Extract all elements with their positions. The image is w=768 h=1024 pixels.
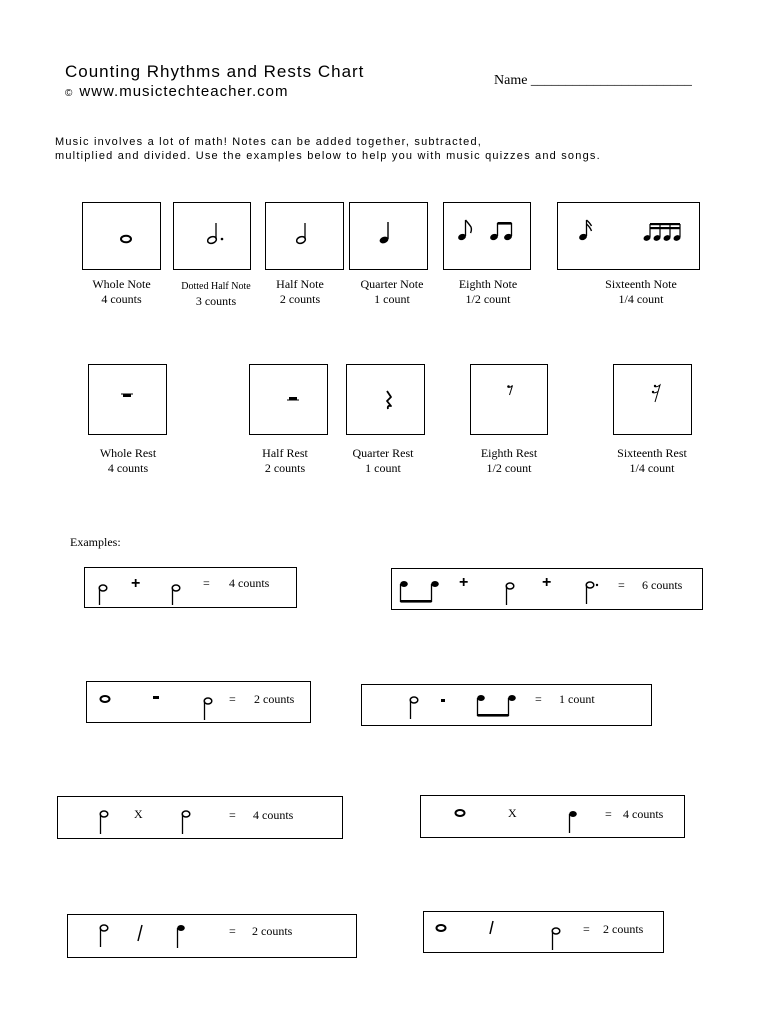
examples-label: Examples:: [70, 535, 121, 549]
page-title: Counting Rhythms and Rests Chart: [65, 62, 365, 81]
whole-note-caption: Whole Note 4 counts: [92, 277, 151, 306]
eighth-rest-caption: Eighth Rest 1/2 count: [480, 446, 538, 475]
quarter-rest-box: [346, 364, 425, 435]
equals-sign: =: [535, 692, 542, 706]
equals-sign: =: [583, 922, 590, 936]
example-result: 2 counts: [603, 922, 644, 936]
example-box: [86, 681, 311, 723]
whole-rest-box: [88, 364, 167, 435]
plus-sign: +: [459, 574, 469, 591]
half-rest-box: [249, 364, 328, 435]
plus-sign: +: [542, 574, 552, 591]
example-box: [361, 684, 652, 726]
example-box: [420, 795, 685, 838]
example-box: [57, 796, 343, 839]
eighth-note-box: [443, 202, 531, 270]
half-note-box: [265, 202, 344, 270]
half-rest-icon: [250, 365, 327, 434]
eighth-note-caption: Eighth Note 1/2 count: [458, 277, 518, 306]
quarter-note-icon: [350, 203, 427, 269]
times-sign: X: [508, 806, 517, 820]
half-note-icon: [58, 797, 342, 838]
dotted-half-note-caption: Dotted Half Note 3 counts: [181, 281, 251, 308]
sixteenth-rest-box: [613, 364, 692, 435]
whole-note-icon: [83, 203, 160, 269]
note-sequence-icon: [362, 685, 651, 725]
plus-sign: +: [131, 575, 141, 592]
equals-sign: =: [229, 808, 236, 822]
example-result: 2 counts: [254, 692, 295, 706]
example-result: 4 counts: [253, 808, 294, 822]
example-box: [423, 911, 664, 953]
dotted-half-note-box: [173, 202, 251, 270]
intro-text: [55, 135, 601, 163]
example-result: 1 count: [559, 692, 595, 706]
eighth-notes-icon: [444, 203, 530, 269]
dotted-half-note-icon: [174, 203, 250, 269]
equals-sign: =: [229, 924, 236, 938]
eighth-rest-icon: [471, 365, 547, 434]
whole-rest-caption: Whole Rest 4 counts: [99, 446, 157, 475]
sixteenth-rest-icon: [614, 365, 691, 434]
quarter-rest-caption: Quarter Rest 1 count: [352, 446, 414, 475]
equals-sign: =: [605, 807, 612, 821]
website-url: www.musictechteacher.com: [79, 83, 289, 100]
copyright-symbol: ©: [65, 88, 74, 99]
example-box: [84, 567, 297, 608]
equals-sign: =: [203, 576, 210, 590]
intro-line-1: Music involves a lot of math! Notes can be added together, subtracted,: [55, 136, 483, 148]
sixteenth-rest-caption: Sixteenth Rest 1/4 count: [617, 446, 687, 475]
equals-sign: =: [618, 578, 625, 592]
half-rest-caption: Half Rest 2 counts: [262, 446, 308, 475]
times-sign: X: [134, 807, 143, 821]
example-result: 4 counts: [623, 807, 664, 821]
half-note-caption: Half Note 2 counts: [276, 277, 324, 306]
note-sequence-icon: [68, 915, 356, 957]
website-line: [65, 83, 288, 100]
whole-rest-icon: [89, 365, 166, 434]
intro-line-2: multiplied and divided. Use the examples below to help you with music quizzes and songs.: [55, 150, 601, 162]
quarter-note-caption: Quarter Note 1 count: [360, 277, 424, 306]
sixteenth-note-box: [557, 202, 700, 270]
sixteenth-notes-icon: [558, 203, 699, 269]
sixteenth-note-caption: Sixteenth Note 1/4 count: [605, 277, 677, 306]
example-result: 6 counts: [642, 578, 683, 592]
name-field[interactable]: Name _______________________: [494, 73, 692, 88]
example-result: 2 counts: [252, 924, 293, 938]
quarter-note-box: [349, 202, 428, 270]
example-box: [391, 568, 703, 610]
equals-sign: =: [229, 692, 236, 706]
whole-note-box: [82, 202, 161, 270]
half-note-icon: [266, 203, 343, 269]
example-box: [67, 914, 357, 958]
example-result: 4 counts: [229, 576, 270, 590]
quarter-rest-icon: [347, 365, 424, 434]
eighth-rest-box: [470, 364, 548, 435]
